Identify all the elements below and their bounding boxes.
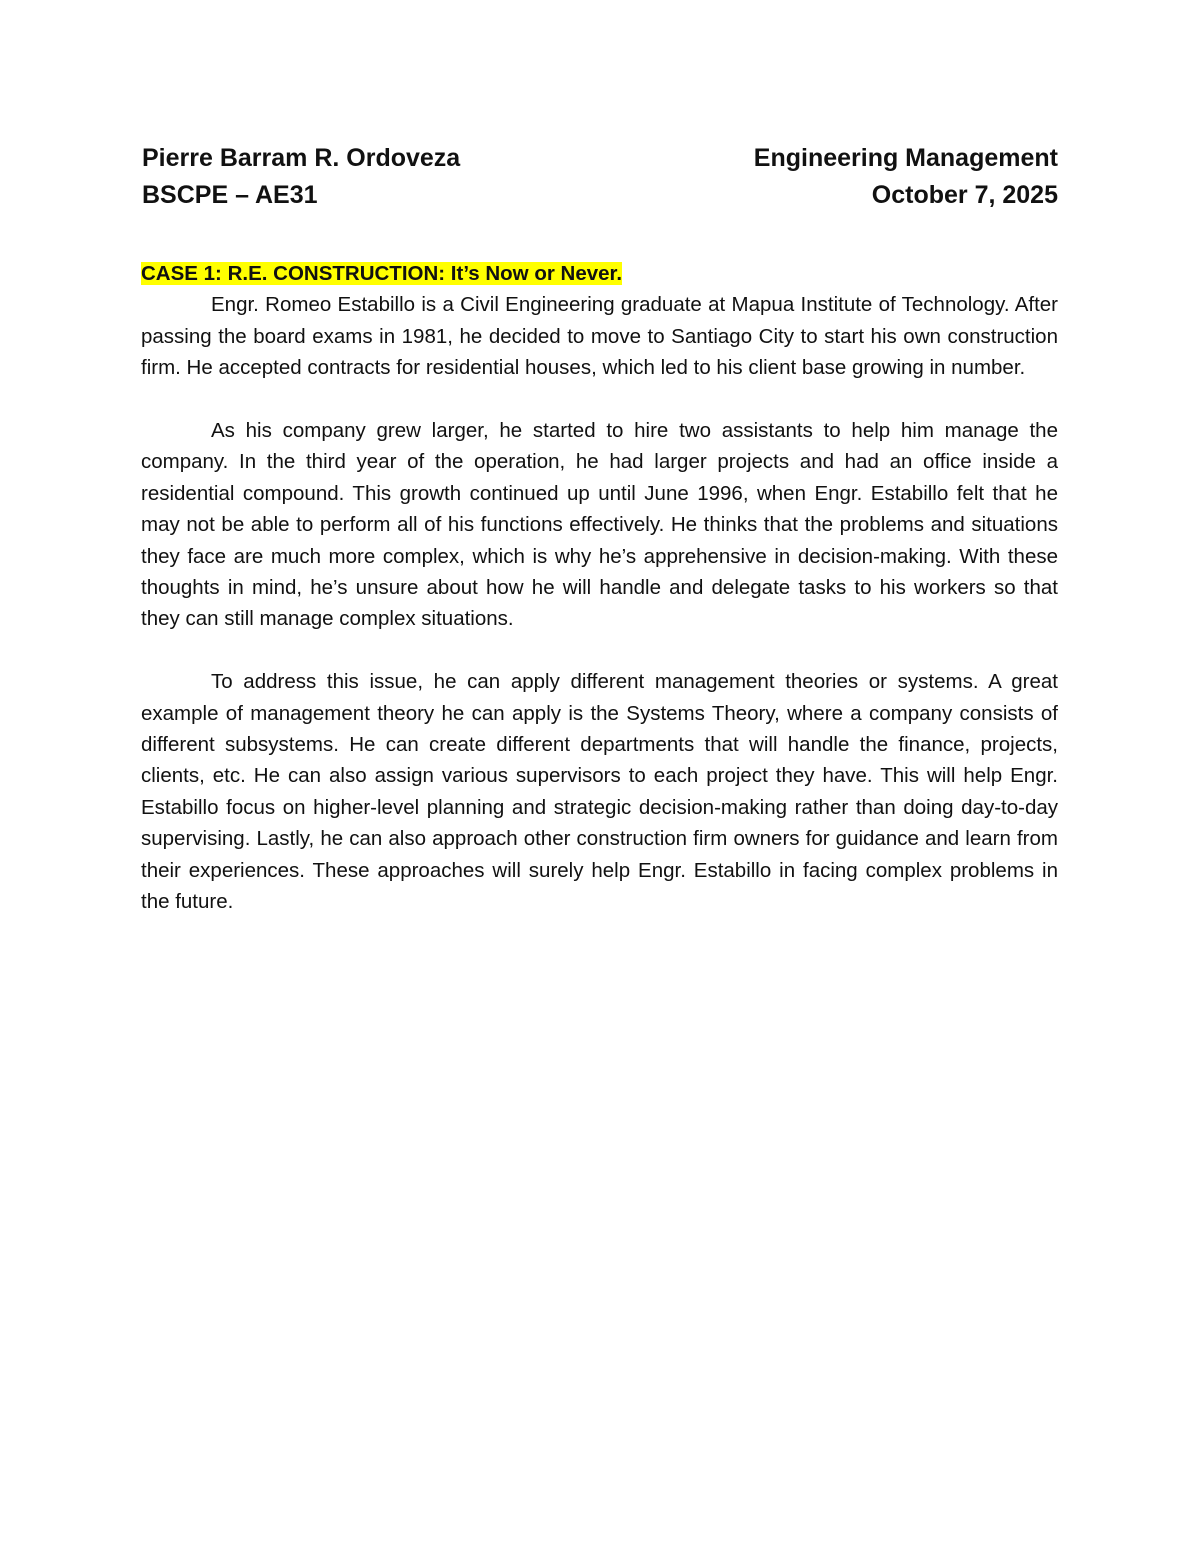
case-title-text: CASE 1: R.E. CONSTRUCTION: It’s Now or Never.	[141, 262, 623, 285]
paragraph-spacer	[141, 635, 1058, 666]
document-date: October 7, 2025	[871, 181, 1058, 209]
paragraph-spacer	[141, 384, 1058, 415]
case-title	[141, 258, 1058, 289]
paragraph-3: To address this issue, he can apply different management theories or systems. A great example of management theory he can apply is the Systems Theory, where a company consists of different subsystems. He can create different departments that will handle the finance, projects, clients, etc. He can also assign various supervisors to each project they have. This will help Engr. Estabillo focus on higher-level planning and strategic decision-making rather than doing day-to-day supervising. Lastly, he can also approach other construction firm owners for guidance and learn from their experiences. These approaches will surely help Engr. Estabillo in facing complex problems in the future.	[141, 670, 1058, 914]
header-row-2	[142, 177, 1058, 214]
document-header	[142, 140, 1058, 214]
paragraph-1: Engr. Romeo Estabillo is a Civil Engineering graduate at Mapua Institute of Technology. After passing the board exams in 1981, he decided to move to Santiago City to start his own construction firm. He accepted contracts for residential houses, which led to his client base growing in number.	[141, 293, 1058, 380]
paragraph-2: As his company grew larger, he started to hire two assistants to help him manage the company. In the third year of the operation, he had larger projects and had an office inside a residential compound. This growth continued up until June 1996, when Engr. Estabillo felt that he may not be able to perform all of his functions effectively. He thinks that the problems and situations they face are much more complex, which is why he’s apprehensive in decision-making. With these thoughts in mind, he’s unsure about how he will handle and delegate tasks to his workers so that they can still manage complex situations.	[141, 419, 1058, 631]
student-name: Pierre Barram R. Ordoveza	[142, 144, 461, 172]
course-name: Engineering Management	[753, 144, 1058, 172]
section-code: BSCPE – AE31	[142, 181, 318, 209]
header-row-1	[142, 140, 1058, 177]
document-body	[141, 258, 1058, 918]
